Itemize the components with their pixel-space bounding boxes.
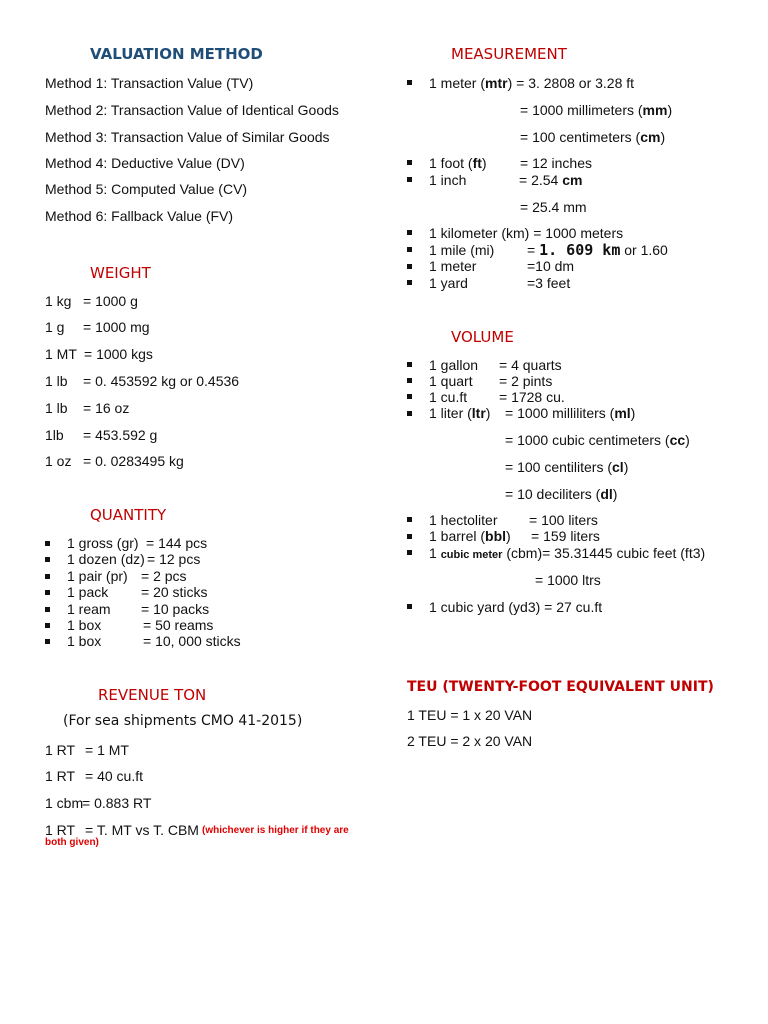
text: = 1000 millimeters (	[520, 102, 643, 118]
revenue-lhs: 1 RT	[45, 768, 76, 784]
valuation-item: Method 2: Transaction Value of Identical Goods	[45, 102, 339, 118]
unit-abbr: mm	[642, 102, 668, 118]
text: = 100 centimeters (	[520, 129, 641, 145]
quantity-rhs: = 12 pcs	[147, 551, 201, 567]
volume-barrel-lhs	[429, 528, 511, 544]
unit-abbr: ml	[614, 405, 631, 421]
measurement-inch-rhs	[519, 172, 582, 188]
weight-lhs: 1 oz	[45, 453, 72, 469]
bullet-icon	[45, 574, 50, 579]
quantity-lhs: 1 box	[67, 633, 102, 649]
bullet-icon	[45, 607, 50, 612]
volume-quart-lhs: 1 quart	[429, 373, 473, 389]
quantity-title: QUANTITY	[90, 506, 167, 524]
text: = 10 deciliters (	[505, 486, 601, 502]
unit-abbr: cubic meter	[440, 549, 503, 561]
text: = 1000 cubic centimeters (	[505, 432, 670, 448]
revenue-rhs: = 1 MT	[85, 742, 129, 758]
text: 1	[429, 545, 441, 561]
weight-rhs: = 0. 453592 kg or 0.4536	[83, 373, 240, 389]
revenue-rhs: = T. MT vs T. CBM	[85, 822, 199, 838]
unit-abbr: cm	[640, 129, 661, 145]
bullet-icon	[407, 160, 412, 165]
volume-cuft-rhs: = 1728 cu.	[499, 389, 565, 405]
bullet-icon	[407, 264, 412, 269]
volume-gallon-rhs: = 4 quarts	[499, 357, 562, 373]
bullet-icon	[407, 247, 412, 252]
measurement-mile-rhs	[527, 241, 668, 259]
text: )	[667, 102, 673, 118]
bullet-icon	[407, 80, 412, 85]
revenue-lhs: 1 cbm	[45, 795, 84, 811]
bullet-icon	[45, 590, 50, 595]
bullet-icon	[45, 541, 50, 546]
quantity-rhs: = 10, 000 sticks	[143, 633, 241, 649]
measurement-title: MEASUREMENT	[451, 45, 567, 63]
bullet-icon	[45, 557, 50, 562]
quantity-rhs: = 20 sticks	[141, 584, 208, 600]
teu-title: TEU (TWENTY-FOOT EQUIVALENT UNIT)	[407, 679, 714, 695]
quantity-lhs: 1 gross (gr)	[67, 535, 139, 551]
bullet-icon	[407, 177, 412, 182]
volume-liter-rhs	[505, 405, 635, 421]
valuation-item: Method 3: Transaction Value of Similar Goods	[45, 129, 330, 145]
bullet-icon	[407, 517, 412, 522]
bullet-icon	[45, 639, 50, 644]
weight-lhs: 1 lb	[45, 373, 68, 389]
unit-abbr: ltr	[471, 405, 486, 421]
bullet-icon	[407, 411, 412, 416]
volume-cuft-lhs: 1 cu.ft	[429, 389, 468, 405]
weight-rhs: = 16 oz	[83, 400, 130, 416]
text: )	[485, 405, 491, 421]
unit-abbr: ft	[472, 155, 482, 171]
text: 1 meter (	[429, 75, 486, 91]
volume-liter-lhs	[429, 405, 490, 421]
volume-ltrs-row: = 1000 ltrs	[535, 572, 601, 588]
valuation-item: Method 4: Deductive Value (DV)	[45, 155, 245, 171]
measurement-foot-lhs	[429, 155, 487, 171]
bullet-icon	[407, 280, 412, 285]
volume-barrel-rhs: = 159 liters	[531, 528, 600, 544]
weight-rhs: = 1000 kgs	[84, 346, 153, 362]
weight-rhs: = 453.592 g	[83, 427, 158, 443]
weight-rhs: = 1000 mg	[83, 319, 150, 335]
bullet-icon	[407, 394, 412, 399]
volume-hectoliter-rhs: = 100 liters	[529, 512, 598, 528]
measurement-inch-mm: = 25.4 mm	[520, 199, 587, 215]
revenue-note: (whichever is higher if they are	[202, 825, 349, 836]
text: )	[623, 459, 629, 475]
volume-hectoliter-lhs: 1 hectoliter	[429, 512, 498, 528]
revenue-note-cont: both given)	[45, 837, 99, 848]
text: 1 liter (	[429, 405, 472, 421]
teu-row: 2 TEU = 2 x 20 VAN	[407, 733, 533, 749]
unit-abbr: bbl	[485, 528, 507, 544]
text: )	[612, 486, 618, 502]
text: (cbm)= 35.31445 cubic feet (ft3)	[502, 545, 706, 561]
bullet-icon	[407, 230, 412, 235]
weight-lhs: 1 kg	[45, 293, 72, 309]
measurement-mm-row	[520, 102, 672, 118]
text: )	[660, 129, 666, 145]
measurement-meter-dm-lhs: 1 meter	[429, 258, 477, 274]
unit-abbr: mtr	[485, 75, 508, 91]
emphasis-value: 1. 609 km	[539, 241, 621, 259]
weight-rhs: = 1000 g	[83, 293, 138, 309]
weight-lhs: 1lb	[45, 427, 64, 443]
revenue-lhs: 1 RT	[45, 822, 76, 838]
text: )	[685, 432, 690, 448]
revenue-rhs: = 0.883 RT	[82, 795, 152, 811]
volume-gallon-lhs: 1 gallon	[429, 357, 479, 373]
unit-abbr: cm	[562, 172, 583, 188]
bullet-icon	[407, 362, 412, 367]
unit-abbr: cl	[612, 459, 624, 475]
volume-cubic-yard-row: 1 cubic yard (yd3) = 27 cu.ft	[429, 599, 603, 615]
quantity-lhs: 1 pair (pr)	[67, 568, 128, 584]
text: = 2.54	[519, 172, 563, 188]
text: ) = 3. 2808 or 3.28 ft	[507, 75, 635, 91]
quantity-rhs: = 144 pcs	[146, 535, 208, 551]
volume-quart-rhs: = 2 pints	[499, 373, 553, 389]
revenue-subtitle: (For sea shipments CMO 41-2015)	[63, 713, 303, 729]
measurement-km-row: 1 kilometer (km) = 1000 meters	[429, 225, 624, 241]
text: )	[506, 528, 511, 544]
text: = 1000 milliliters (	[505, 405, 615, 421]
measurement-yard-rhs: =3 feet	[527, 275, 571, 291]
volume-title: VOLUME	[451, 328, 514, 346]
measurement-meter-row	[429, 75, 634, 91]
weight-rhs: = 0. 0283495 kg	[83, 453, 184, 469]
teu-row: 1 TEU = 1 x 20 VAN	[407, 707, 533, 723]
measurement-mile-lhs: 1 mile (mi)	[429, 242, 495, 258]
bullet-icon	[407, 534, 412, 539]
weight-lhs: 1 lb	[45, 400, 68, 416]
bullet-icon	[45, 623, 50, 628]
quantity-rhs: = 2 pcs	[141, 568, 187, 584]
quantity-lhs: 1 box	[67, 617, 102, 633]
revenue-lhs: 1 RT	[45, 742, 76, 758]
volume-cc-row	[505, 432, 690, 448]
text: = 100 centiliters (	[505, 459, 612, 475]
quantity-lhs: 1 pack	[67, 584, 109, 600]
quantity-lhs: 1 ream	[67, 601, 111, 617]
text: or 1.60	[620, 242, 668, 258]
bullet-icon	[407, 550, 412, 555]
valuation-item: Method 5: Computed Value (CV)	[45, 181, 248, 197]
bullet-icon	[407, 604, 412, 609]
weight-lhs: 1 g	[45, 319, 65, 335]
measurement-meter-dm-rhs: =10 dm	[527, 258, 575, 274]
weight-title: WEIGHT	[90, 264, 151, 282]
unit-abbr: dl	[600, 486, 613, 502]
measurement-cm-row	[520, 129, 665, 145]
volume-dl-row	[505, 486, 617, 502]
bullet-icon	[407, 378, 412, 383]
volume-cbm-row	[429, 545, 705, 561]
valuation-item: Method 1: Transaction Value (TV)	[45, 75, 254, 91]
quantity-lhs: 1 dozen (dz)	[67, 551, 145, 567]
text: 1 barrel (	[429, 528, 486, 544]
text: )	[630, 405, 636, 421]
weight-lhs: 1 MT	[45, 346, 77, 362]
text: )	[481, 155, 487, 171]
revenue-rhs: = 40 cu.ft	[85, 768, 143, 784]
valuation-title: VALUATION METHOD	[90, 45, 263, 63]
volume-cl-row	[505, 459, 628, 475]
measurement-yard-lhs: 1 yard	[429, 275, 468, 291]
quantity-rhs: = 10 packs	[141, 601, 210, 617]
text: =	[527, 242, 540, 258]
revenue-title: REVENUE TON	[98, 686, 207, 704]
valuation-item: Method 6: Fallback Value (FV)	[45, 208, 234, 224]
measurement-inch-lhs: 1 inch	[429, 172, 467, 188]
measurement-foot-rhs: = 12 inches	[520, 155, 592, 171]
quantity-rhs: = 50 reams	[143, 617, 214, 633]
unit-abbr: cc	[669, 432, 686, 448]
text: 1 foot (	[429, 155, 473, 171]
